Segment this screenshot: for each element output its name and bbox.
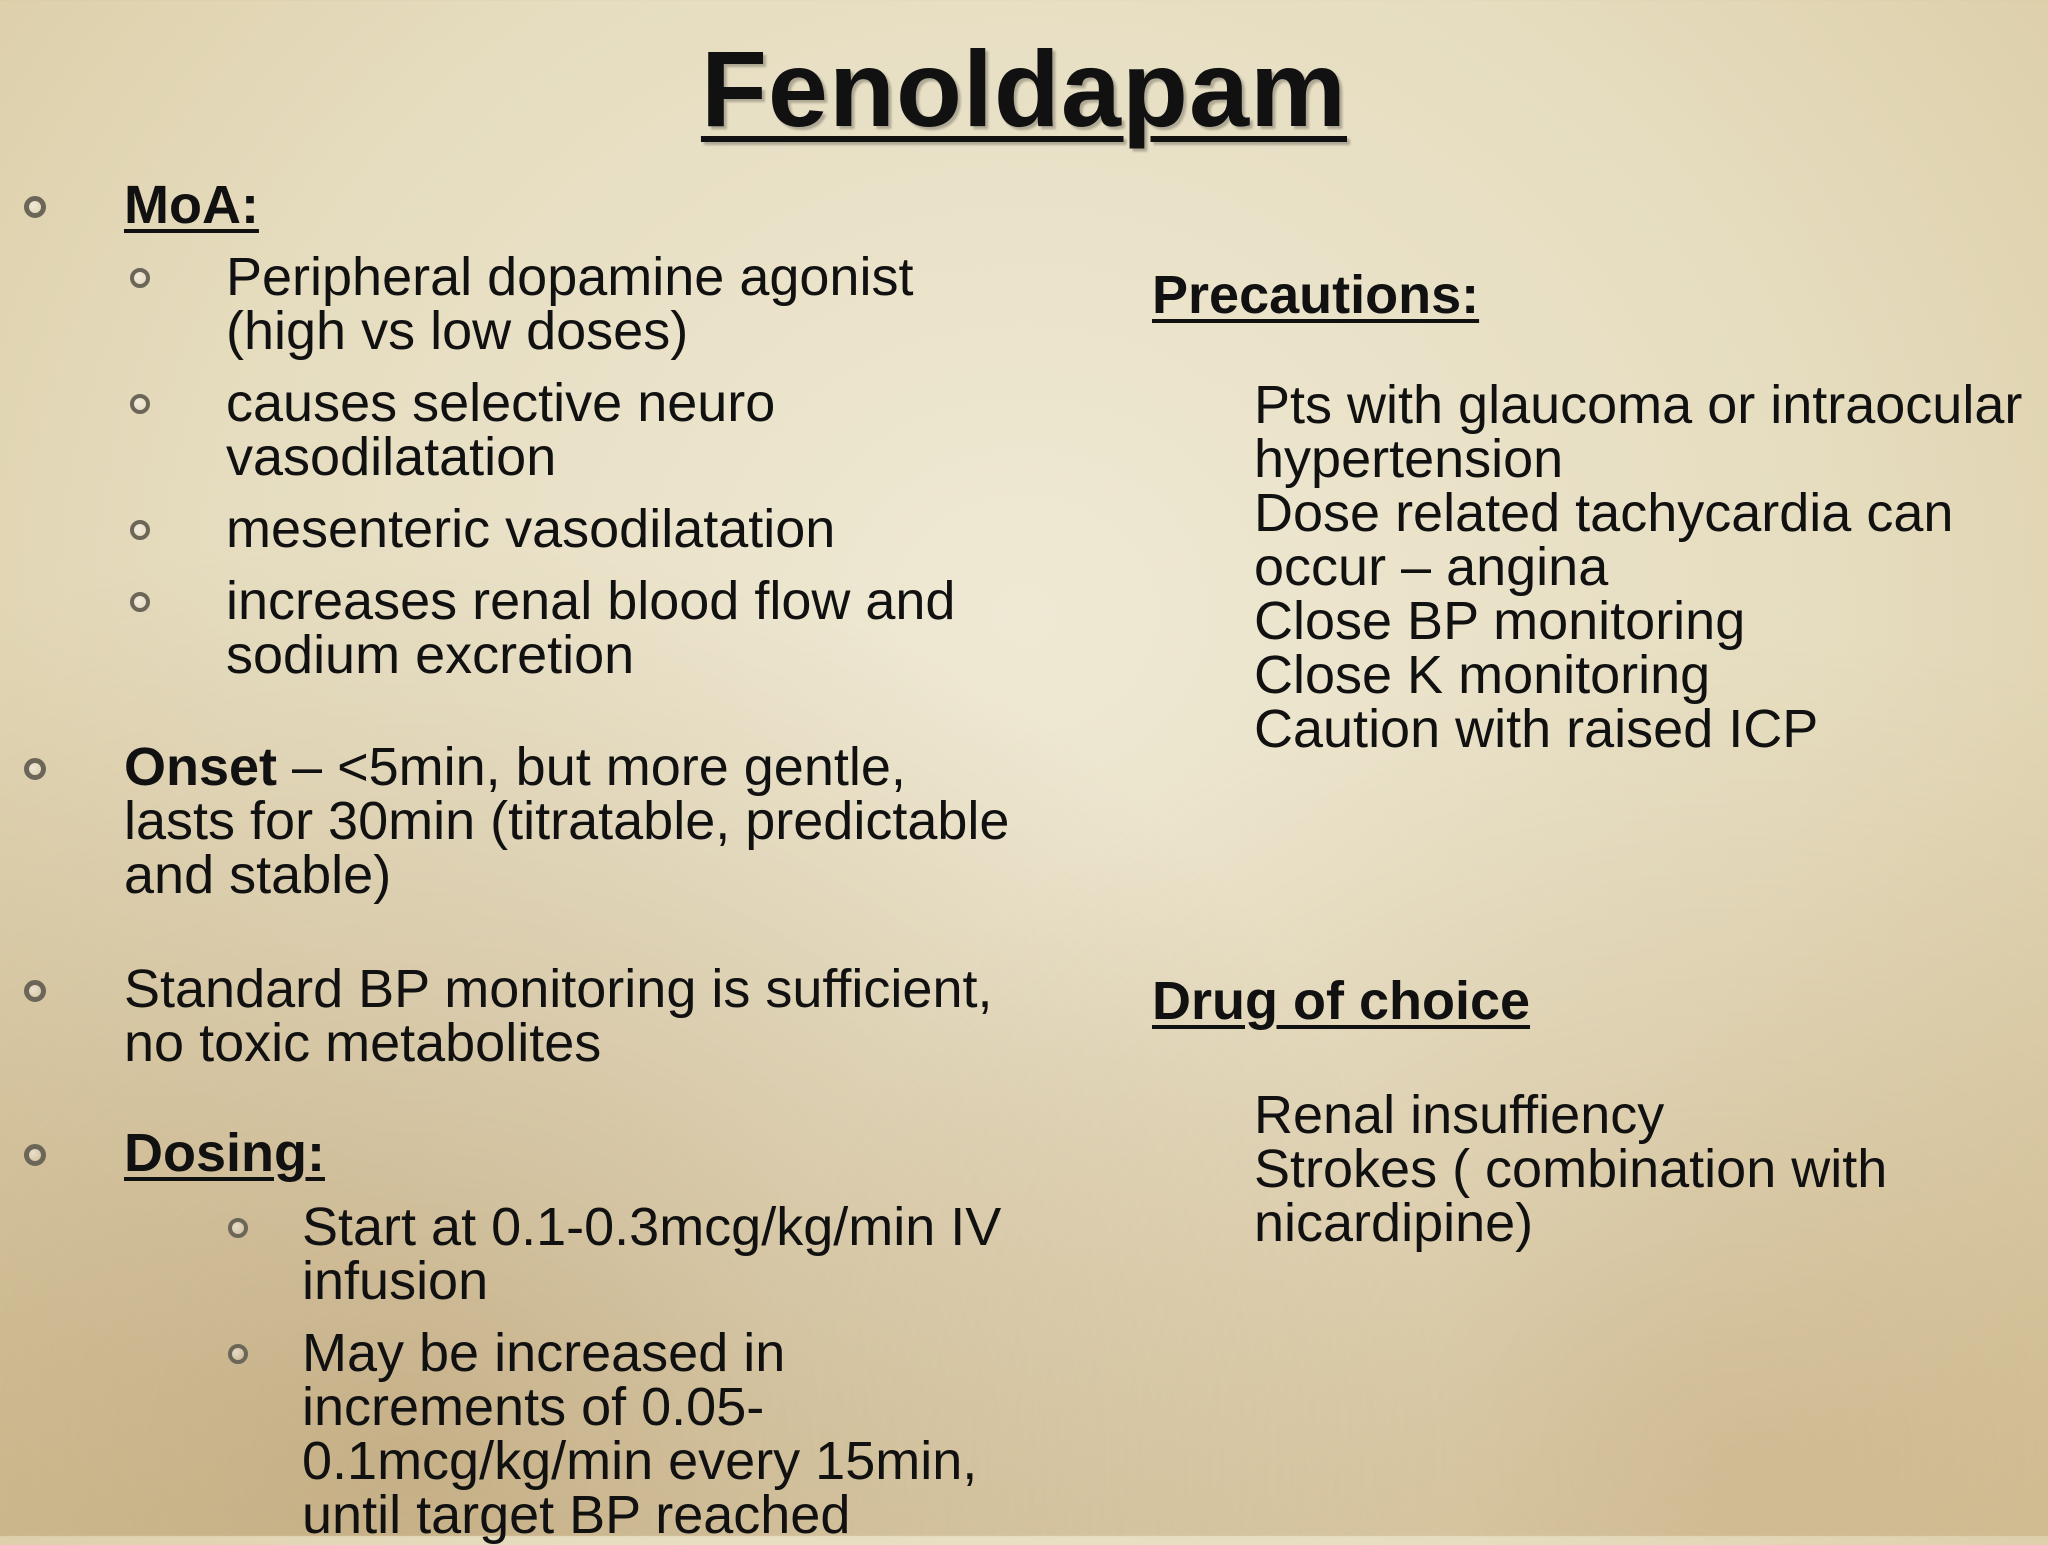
precautions-line: Pts with glaucoma or intraocular	[1254, 378, 2023, 435]
precautions-line: occur – angina	[1254, 537, 1609, 597]
bullet-icon	[24, 1144, 46, 1166]
sub-bullet-icon	[228, 1344, 248, 1364]
precautions-line: Dose related tachycardia can	[1254, 483, 1954, 543]
sub-bullet-icon	[130, 520, 150, 540]
dosing-item-line: until target BP reached	[302, 1485, 851, 1545]
sub-bullet-icon	[130, 394, 150, 414]
drug-of-choice-line: nicardipine)	[1254, 1193, 1534, 1253]
precautions-list	[1254, 378, 2048, 756]
bullet-icon	[24, 980, 46, 1002]
moa-item-line: Peripheral dopamine agonist	[226, 247, 914, 307]
precautions-line: hypertension	[1254, 429, 1564, 489]
bullet-icon	[24, 758, 46, 780]
monitoring-block	[124, 959, 993, 1073]
sub-bullet-icon	[228, 1218, 248, 1238]
onset-label: Onset	[124, 737, 278, 797]
dosing-item-line: Start at 0.1-0.3mcg/kg/min IV	[302, 1197, 1002, 1257]
moa-item-line: mesenteric vasodilatation	[226, 499, 836, 559]
moa-item	[226, 373, 776, 487]
drug-of-choice-line: Renal insuffiency	[1254, 1085, 1665, 1145]
drug-of-choice-list	[1254, 1085, 1888, 1253]
dosing-heading: Dosing:	[124, 1123, 325, 1183]
dosing-item-line: 0.1mcg/kg/min every 15min,	[302, 1431, 978, 1491]
moa-item	[226, 247, 914, 361]
onset-line: and stable)	[124, 845, 392, 905]
monitoring-line: Standard BP monitoring is sufficient,	[124, 959, 993, 1019]
moa-item-line: vasodilatation	[226, 427, 557, 487]
precautions-heading: Precautions:	[1152, 265, 1480, 325]
drug-of-choice-line: Strokes ( combination with	[1254, 1139, 1888, 1199]
precautions-line: Close K monitoring	[1254, 645, 1711, 705]
monitoring-line: no toxic metabolites	[124, 1013, 602, 1073]
onset-text: – <5min, but more gentle,	[277, 737, 906, 797]
onset-line: lasts for 30min (titratable, predictable	[124, 791, 1010, 851]
drug-of-choice-heading: Drug of choice	[1152, 971, 1531, 1031]
slide-title: Fenoldapam	[700, 28, 1348, 149]
moa-item-line: sodium excretion	[226, 625, 635, 685]
moa-item-line: increases renal blood flow and	[226, 571, 956, 631]
onset-block	[124, 737, 1010, 905]
dosing-item-line: increments of 0.05-	[302, 1377, 765, 1437]
moa-item-line: (high vs low doses)	[226, 301, 689, 361]
moa-item	[226, 499, 836, 559]
dosing-item-line: May be increased in	[302, 1323, 786, 1383]
precautions-line: Caution with raised ICP	[1254, 699, 1819, 756]
bullet-icon	[24, 196, 46, 218]
dosing-item-line: infusion	[302, 1251, 489, 1311]
moa-item-line: causes selective neuro	[226, 373, 776, 433]
moa-heading: MoA:	[124, 175, 259, 235]
sub-bullet-icon	[130, 592, 150, 612]
dosing-item	[302, 1323, 978, 1545]
precautions-line: Close BP monitoring	[1254, 591, 1746, 651]
moa-item	[226, 571, 956, 685]
sub-bullet-icon	[130, 268, 150, 288]
dosing-item	[302, 1197, 1002, 1311]
